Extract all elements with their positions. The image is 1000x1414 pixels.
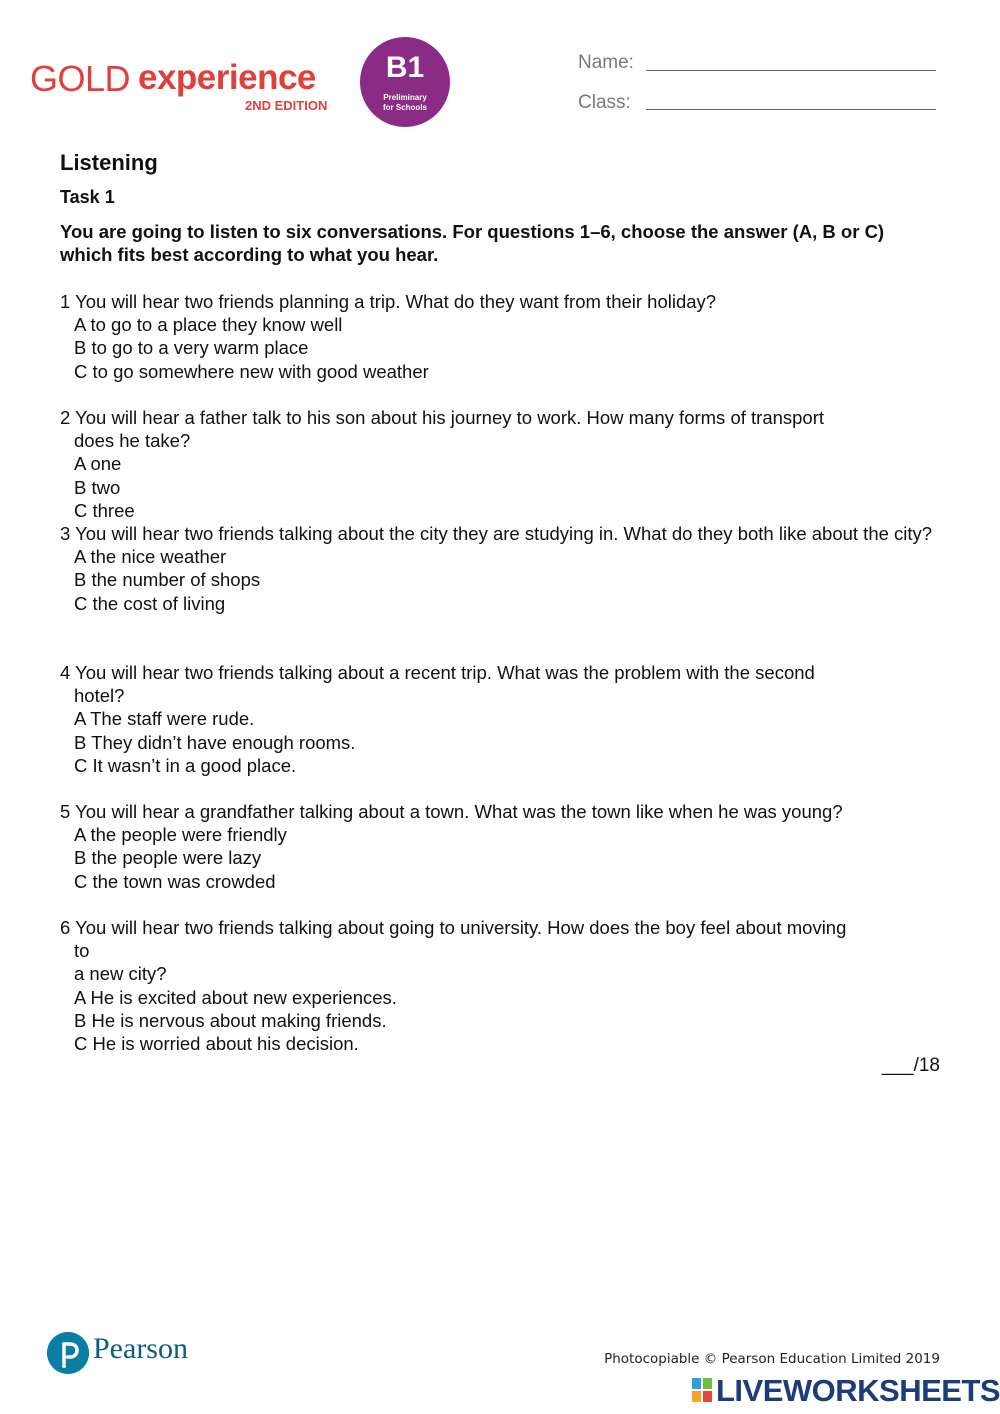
option-c[interactable]: C to go somewhere new with good weather bbox=[74, 360, 429, 382]
option-a[interactable]: A The staff were rude. bbox=[74, 708, 255, 730]
option-c[interactable]: C It wasn’t in a good place. bbox=[74, 754, 297, 776]
option-a[interactable]: A one bbox=[74, 453, 122, 475]
option-a[interactable]: A to go to a place they know well bbox=[74, 314, 343, 336]
class-field[interactable] bbox=[646, 109, 936, 110]
question-6 bbox=[60, 916, 940, 1055]
liveworksheets-icon bbox=[692, 1378, 712, 1402]
question-stem: 4 You will hear two friends talking about a recent trip. What was the problem with the second bbox=[60, 662, 815, 683]
class-label: Class: bbox=[578, 92, 631, 113]
pearson-wordmark: Pearson bbox=[93, 1332, 188, 1365]
task-title: Task 1 bbox=[60, 187, 115, 207]
question-1 bbox=[60, 290, 940, 383]
option-b[interactable]: B two bbox=[74, 476, 121, 498]
question-stem-continued: hotel? bbox=[74, 685, 125, 707]
option-b[interactable]: B the number of shops bbox=[74, 569, 261, 591]
option-c[interactable]: C He is worried about his decision. bbox=[74, 1033, 359, 1055]
option-b[interactable]: B He is nervous about making friends. bbox=[74, 1009, 387, 1031]
brand-gold: GOLD bbox=[30, 58, 131, 99]
option-a[interactable]: A the nice weather bbox=[74, 546, 227, 568]
level-badge bbox=[360, 37, 450, 127]
brand-experience: experience bbox=[138, 58, 316, 97]
copyright-notice: Photocopiable © Pearson Education Limited 2019 bbox=[604, 1351, 940, 1367]
question-stem: 6 You will hear two friends talking about going to university. How does the boy feel about moving bbox=[60, 917, 847, 938]
option-a[interactable]: A He is excited about new experiences. bbox=[74, 986, 397, 1008]
name-field[interactable] bbox=[646, 70, 936, 71]
score-total: ___/18 bbox=[881, 1055, 940, 1076]
question-stem: 3 You will hear two friends talking about the city they are studying in. What do they both like about the city? bbox=[60, 523, 933, 544]
option-b[interactable]: B the people were lazy bbox=[74, 847, 262, 869]
option-c[interactable]: C three bbox=[74, 499, 135, 521]
name-label: Name: bbox=[578, 52, 634, 73]
question-5 bbox=[60, 800, 940, 893]
brand-edition: 2ND EDITION bbox=[245, 98, 328, 113]
option-b[interactable]: B They didn’t have enough rooms. bbox=[74, 731, 356, 753]
pearson-logo-icon bbox=[47, 1332, 89, 1374]
question-2 bbox=[60, 406, 940, 522]
section-title: Listening bbox=[60, 150, 158, 175]
option-b[interactable]: B to go to a very warm place bbox=[74, 337, 309, 359]
question-stem: 2 You will hear a father talk to his son about his journey to work. How many forms of transport bbox=[60, 407, 825, 428]
question-stem: 1 You will hear two friends planning a trip. What do they want from their holiday? bbox=[60, 291, 717, 312]
question-stem-continued: does he take? bbox=[74, 430, 191, 452]
question-stem-continued: a new city? bbox=[74, 963, 167, 985]
question-stem: 5 You will hear a grandfather talking about a town. What was the town like when he was young? bbox=[60, 801, 843, 822]
question-4 bbox=[60, 661, 940, 777]
badge-level: B1 bbox=[385, 51, 425, 84]
liveworksheets-wordmark: LIVEWORKSHEETS bbox=[716, 1373, 1000, 1408]
question-3 bbox=[60, 522, 940, 615]
badge-subtitle bbox=[360, 93, 450, 113]
badge-line-1: Preliminary bbox=[383, 93, 427, 102]
option-a[interactable]: A the people were friendly bbox=[74, 824, 287, 846]
question-stem-continued: to bbox=[74, 940, 90, 962]
option-c[interactable]: C the cost of living bbox=[74, 592, 226, 614]
badge-line-2: for Schools bbox=[382, 103, 427, 112]
option-c[interactable]: C the town was crowded bbox=[74, 870, 276, 892]
instructions: You are going to listen to six conversations. For questions 1–6, choose the answer (A, B or C) which fits best according to what you hear. bbox=[60, 221, 885, 265]
